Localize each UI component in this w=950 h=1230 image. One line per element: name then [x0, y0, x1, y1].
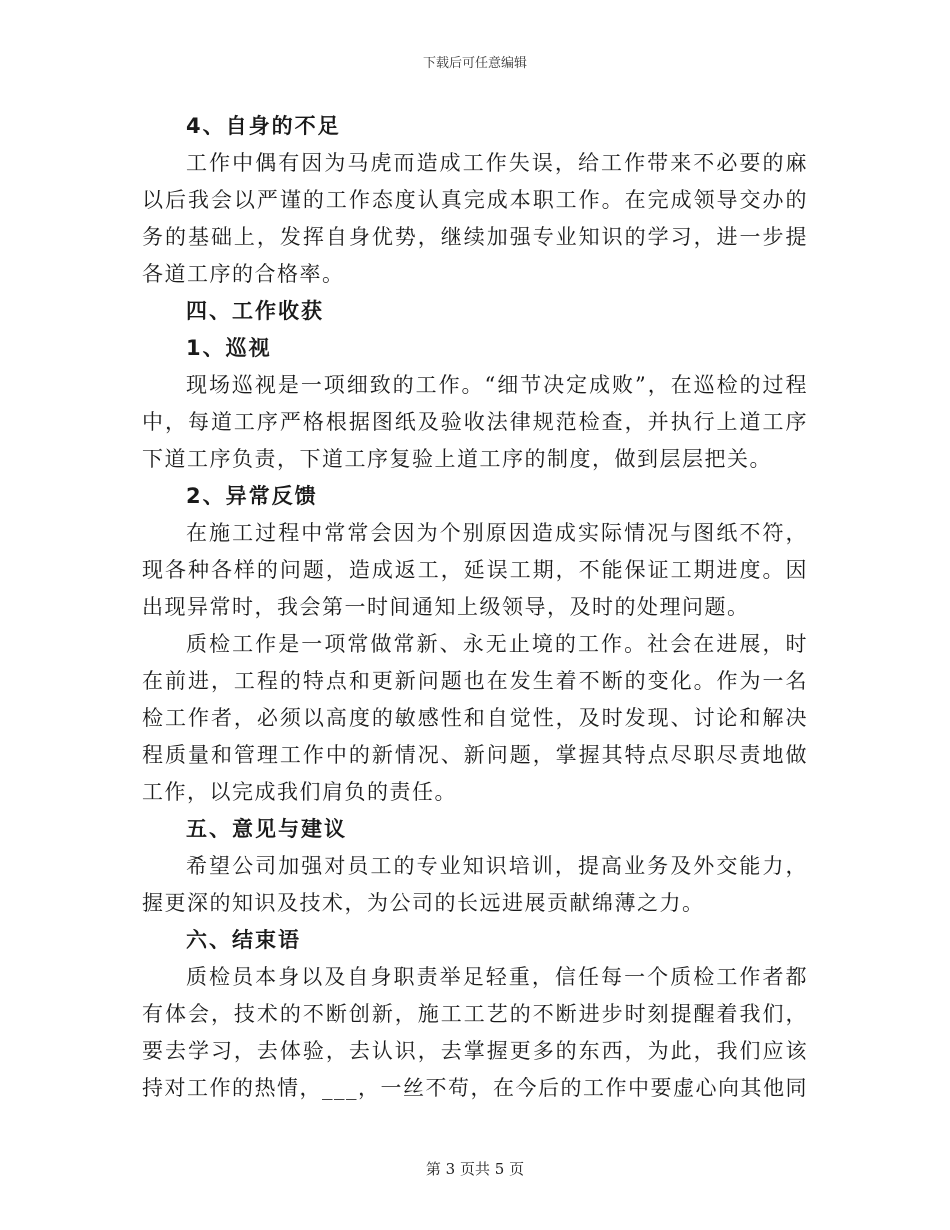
paragraph-line: 以后我会以严谨的工作态度认真完成本职工作。在完成领导交办的	[142, 188, 808, 212]
section-heading: 五、意见与建议	[186, 817, 347, 841]
paragraph-line: 中，每道工序严格根据图纸及验收法律规范检查，并执行上道工序	[142, 410, 808, 434]
paragraph-line: 工作中偶有因为马虎而造成工作失误，给工作带来不必要的麻	[186, 151, 808, 175]
section-heading: 1、巡视	[186, 336, 272, 360]
paragraph-line: 在前进，工程的特点和更新问题也在发生着不断的变化。作为一名	[142, 669, 808, 693]
page-number: 第 3 页共 5 页	[425, 1160, 525, 1178]
paragraph-line: 各道工序的合格率。	[142, 262, 345, 286]
paragraph-line: 现各种各样的问题，造成返工，延误工期，不能保证工期进度。因	[142, 558, 808, 582]
paragraph-line: 工作，以完成我们肩负的责任。	[142, 780, 457, 804]
paragraph-line: 在施工过程中常常会因为个别原因造成实际情况与图纸不符，	[186, 521, 808, 545]
paragraph-line: 质检员本身以及自身职责举足轻重，信任每一个质检工作者都	[186, 965, 808, 989]
paragraph-line: 程质量和管理工作中的新情况、新问题，掌握其特点尽职尽责地做	[142, 743, 808, 767]
paragraph-line: 现场巡视是一项细致的工作。“细节决定成败”，在巡检的过程	[186, 373, 808, 397]
section-heading: 4、自身的不足	[186, 114, 341, 138]
paragraph-line: 出现异常时，我会第一时间通知上级领导，及时的处理问题。	[142, 595, 750, 619]
paragraph-line: 希望公司加强对员工的专业知识培训，提高业务及外交能力，	[186, 854, 808, 878]
section-heading: 四、工作收获	[186, 299, 324, 323]
paragraph-line: 要去学习，去体验，去认识，去掌握更多的东西，为此，我们应该	[142, 1039, 808, 1063]
document-body	[142, 108, 808, 1107]
paragraph-line: 有体会，技术的不断创新，施工工艺的不断进步时刻提醒着我们，	[142, 1002, 808, 1026]
section-heading: 六、结束语	[186, 928, 301, 952]
paragraph-line: 下道工序负责，下道工序复验上道工序的制度，做到层层把关。	[142, 447, 772, 471]
paragraph-line: 质检工作是一项常做常新、永无止境的工作。社会在进展，时	[186, 632, 808, 656]
paragraph-line: 检工作者，必须以高度的敏感性和自觉性，及时发现、讨论和解决	[142, 706, 808, 730]
paragraph-line: 持对工作的热情，___，一丝不苟，在今后的工作中要虚心向其他同	[142, 1076, 808, 1100]
header-note: 下载后可任意编辑	[422, 56, 527, 71]
section-heading: 2、异常反馈	[186, 484, 318, 508]
paragraph-line: 务的基础上，发挥自身优势，继续加强专业知识的学习，进一步提	[142, 225, 808, 249]
paragraph-line: 握更深的知识及技术，为公司的长远进展贡献绵薄之力。	[142, 891, 705, 915]
